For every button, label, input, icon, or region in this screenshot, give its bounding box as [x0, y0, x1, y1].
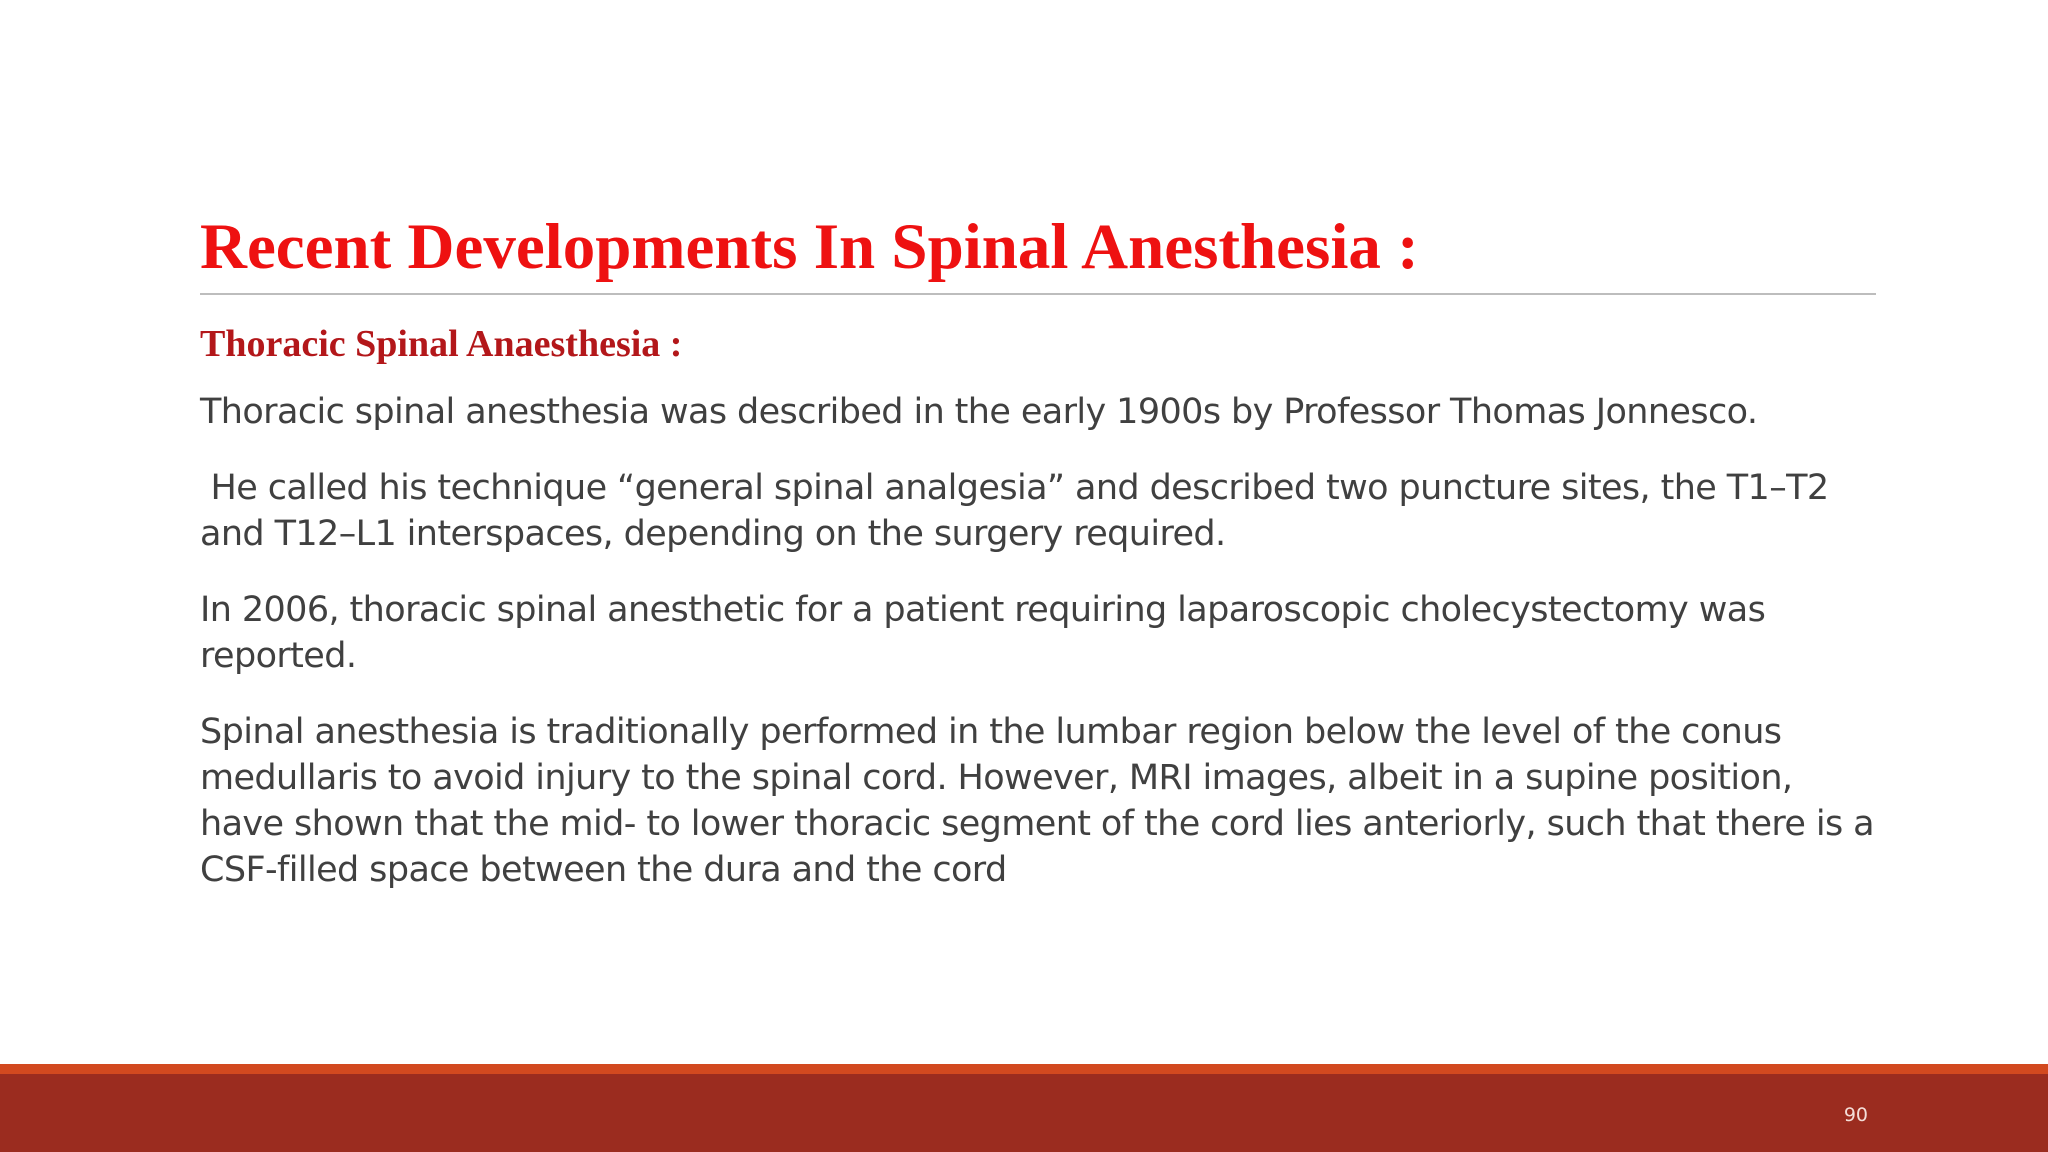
section-subtitle: Thoracic Spinal Anaesthesia :	[200, 323, 683, 365]
footer-band	[0, 1074, 2048, 1152]
paragraph-4: Spinal anesthesia is traditionally performed in the lumbar region below the level of the conus medullaris to avoid injury to the spinal cord. However, MRI images, albeit in a supine position, have shown that the mid- to lower thoracic segment of the cord lies anteriorly, such that there is a CSF-filled space between the dura and the cord	[200, 712, 1874, 890]
footer-accent-stripe	[0, 1064, 2048, 1074]
title-divider	[200, 293, 1876, 295]
slide-content	[200, 205, 1876, 923]
body-text	[200, 389, 1876, 893]
page-number: 90	[1843, 1104, 1868, 1126]
slide-title: Recent Developments In Spinal Anesthesia :	[200, 211, 1419, 283]
paragraph-2: He called his technique “general spinal analgesia” and described two puncture sites, the T1–T2 and T12–L1 interspaces, depending on the surgery required.	[200, 468, 1840, 554]
paragraph-3: In 2006, thoracic spinal anesthetic for a patient requiring laparoscopic cholecystectomy was reported.	[200, 590, 1766, 676]
paragraph-1: Thoracic spinal anesthesia was described in the early 1900s by Professor Thomas Jonnesco.	[200, 392, 1758, 432]
